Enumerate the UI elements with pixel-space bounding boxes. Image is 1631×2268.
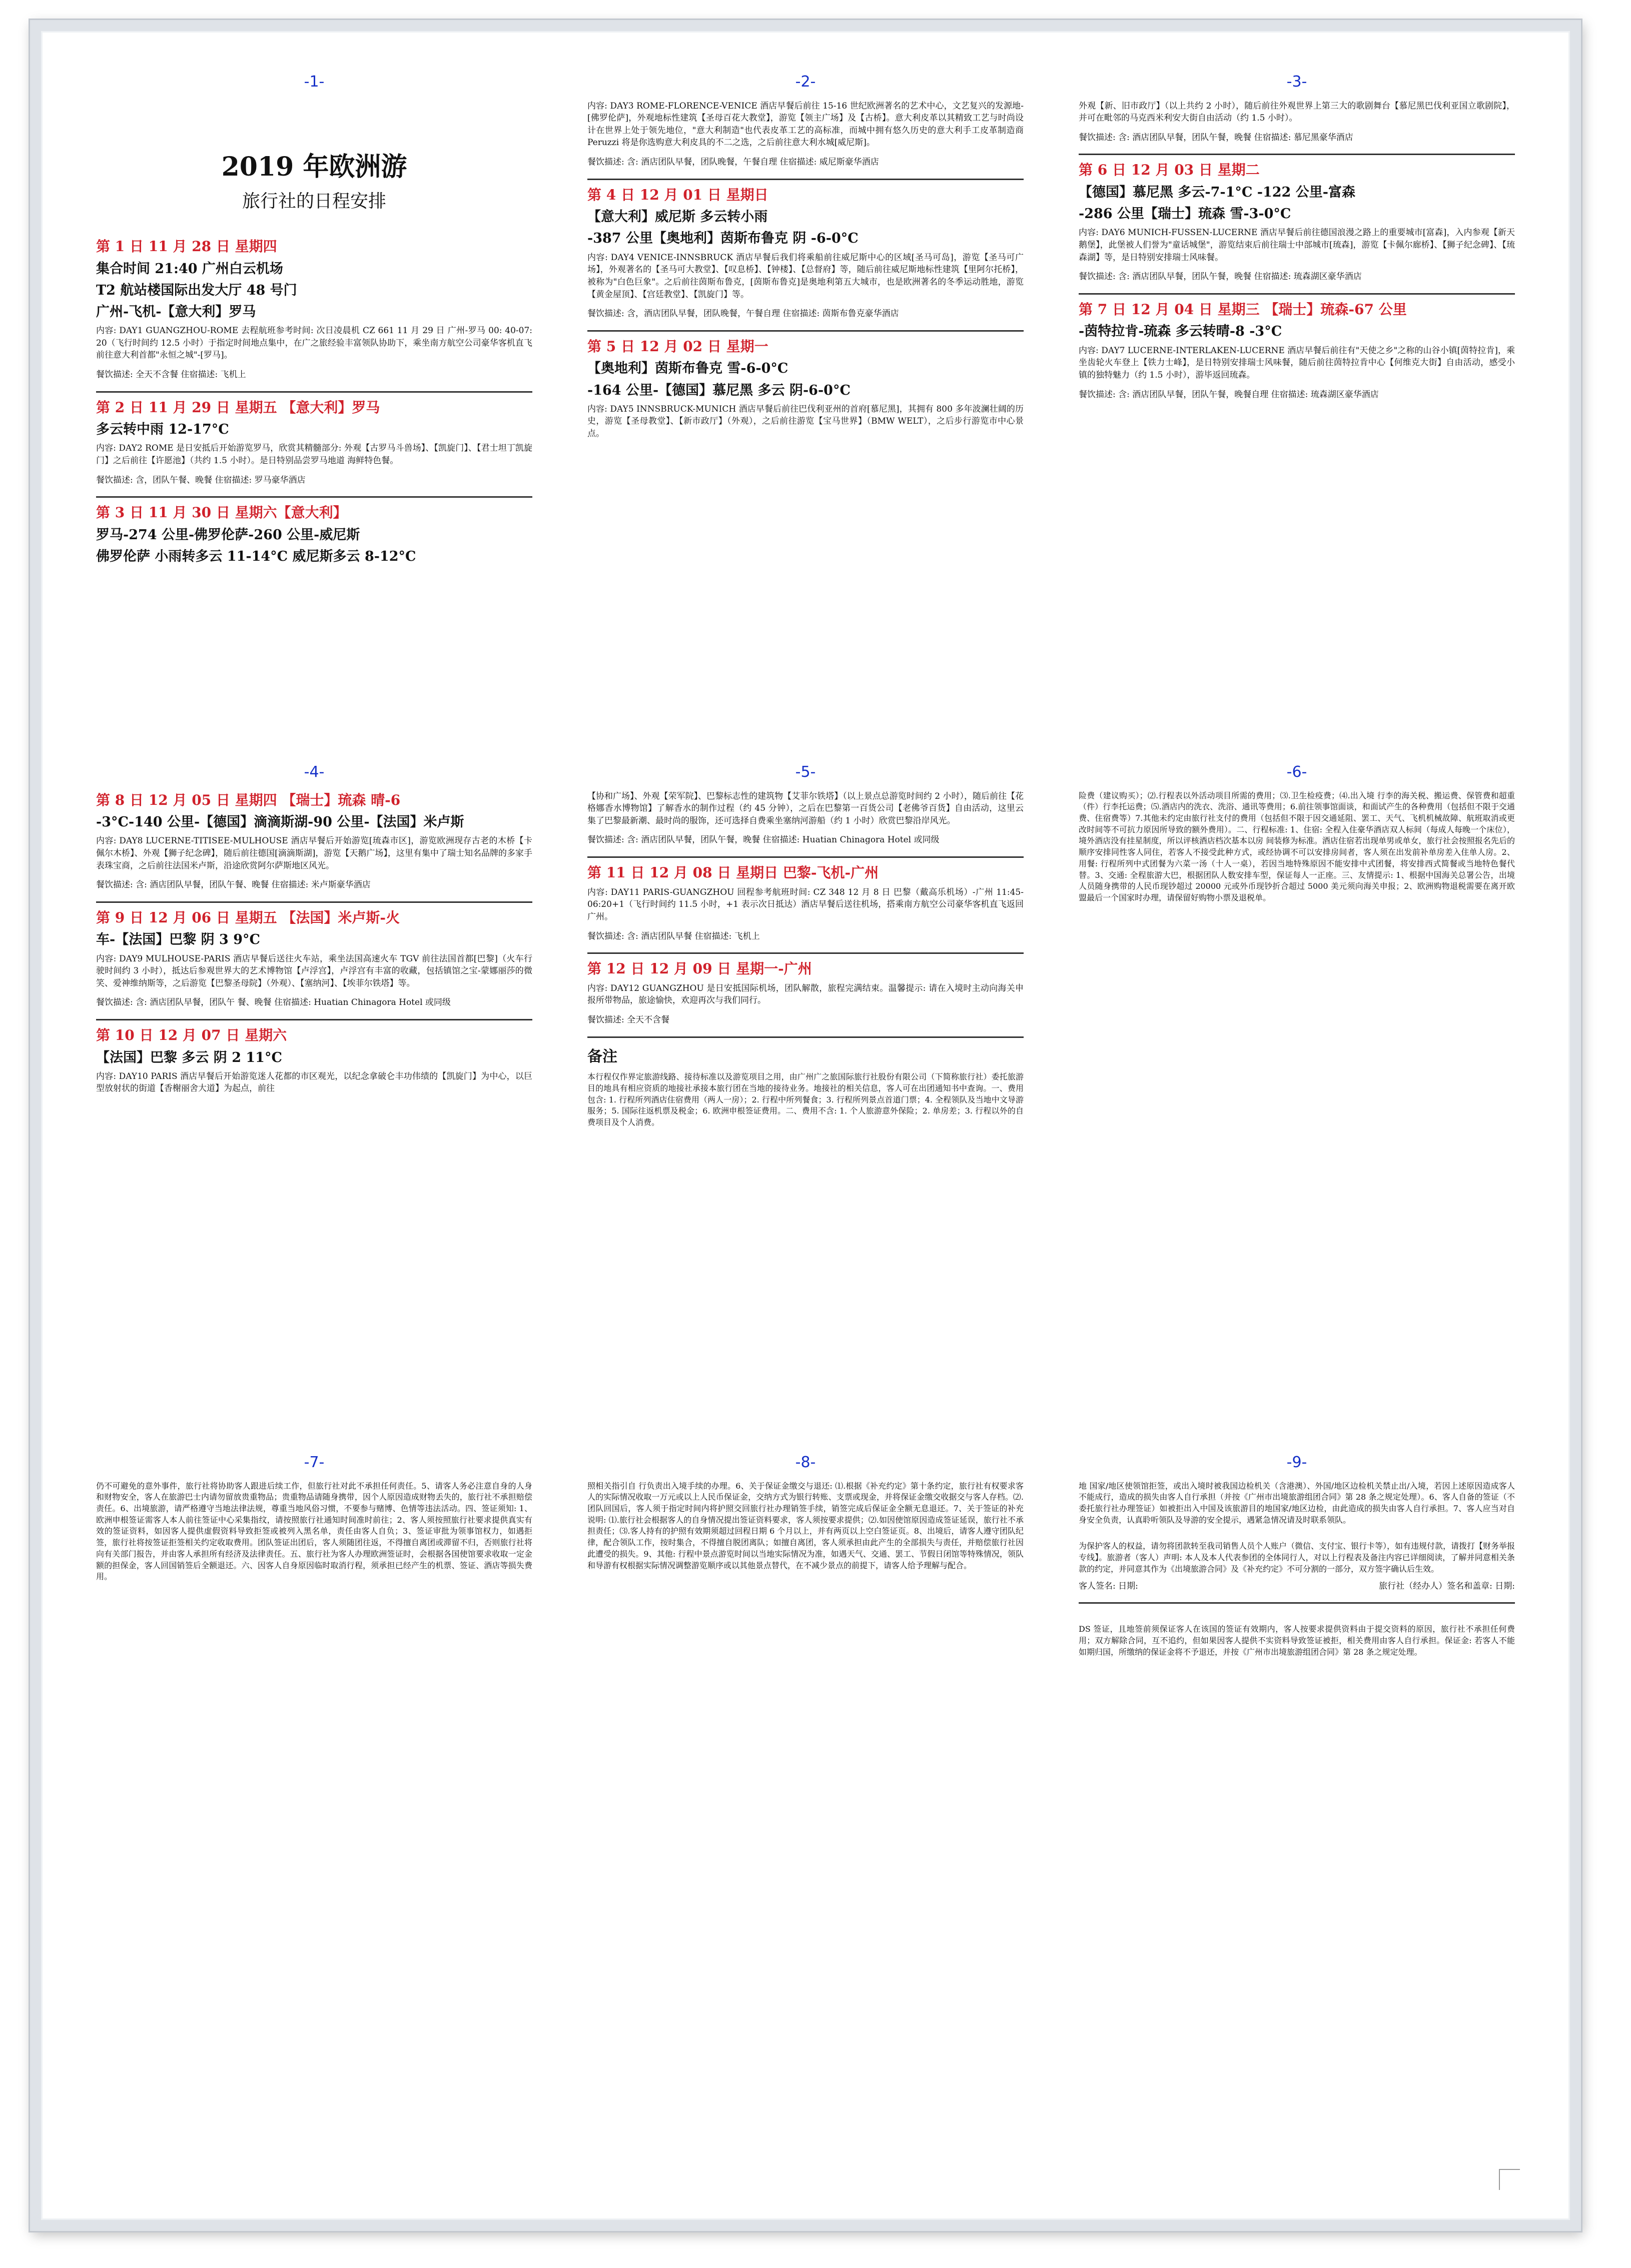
day-heading: 第 3 日 11 月 30 日 星期六【意大利】 <box>96 504 347 521</box>
meal-info: 餐饮描述: 含: 酒店团队早餐，团队午餐，晚餐 住宿描述: 慕尼黑豪华酒店 <box>1079 132 1353 143</box>
day-heading: 第 11 日 12 月 08 日 星期日 巴黎-飞机-广州 <box>587 864 879 881</box>
meal-info: 餐饮描述: 含，酒店团队早餐，团队晚餐，午餐自理 住宿描述: 茵斯布鲁克豪华酒店 <box>587 309 899 319</box>
day-content: 内容: DAY3 ROME-FLORENCE-VENICE 酒店早餐后前往 15-16 世纪欧洲著名的艺术中心，文艺复兴的发源地-[佛罗伦萨]，外观地标性建筑【圣母百花大教堂】，游览【领主广场】及【古桥】。意大利皮革以其精致工艺与时尚设计在世界上处于领先地位，"意大利制造"也代表皮革工艺的高标准，而城中拥有悠久历史的意大利手工皮革制造商 Peruzzi 将是你选购意大利皮具的不二之选，之后前往意大利水城[威尼斯]。 <box>587 101 1024 148</box>
day-heading: 第 5 日 12 月 02 日 星期一 <box>587 338 768 355</box>
page-number: -7- <box>304 1454 325 1471</box>
divider <box>96 901 532 903</box>
signature-row <box>1079 1580 1515 1593</box>
visa-note-body: DS 签证，且地签前须保证客人在该国的签证有效期内，客人按要求提供资料由于提交资料的原因，旅行社不承担任何费用；双方解除合同，互不追约，但如果因客人提供不实资料导致签证被拒，相关费用由客人自行承担。保证金: 若客人不能如期归国，所缴纳的保证金将不予退还，并按《广州市出境旅游组团合同》第 28 条之规定处理。 <box>1079 1624 1515 1657</box>
terms-body: 险费（建议购买）；⑵.行程表以外活动项目所需的费用；⑶.卫生检疫费；⑷.出入境 行李的海关税、搬运费、保管费和超重（件）行李托运费；⑸.酒店内的洗衣、洗浴、通讯等费用；6.前往领事馆面谈，和面试产生的各种费用（包括但不限于交通费、住宿费等）7.其他未约定由旅行社支付的费用（包括但不限于因交通延阻、罢工、天气、飞机机械故障、航班取消或更改时间等不可抗力原因所导致的额外费用）。二、行程标准: 1、住宿: 全程入住豪华酒店双人标间（每成人每晚一个床位），境外酒店没有挂星制度，所以评核酒店档次基本以房 间装修为标准。酒店住宿若出现单男或单女，旅行社会按照报名先后的顺序安排同性客人同住，若客人不接受此种方式，或经协调不可以安排房间者，客人须在出发前补单房差入住单人房。2、用餐: 行程所列中式团餐为六菜一汤（十人一桌），若因当地特殊原因不能安排中式团餐，将安排西式简餐或当地特色餐代替。3、交通: 全程旅游大巴，根据团队人数安排车型，保证每人一正座。三、友情提示: 1、根据中国海关总署公告，出境人员随身携带的人民币现钞超过 20000 元或外币现钞折合超过 5000 美元须向海关申报；2、欧洲购物退税需要在离开欧盟最后一个国家时办理，请保留好购物小票及退税单。 <box>1079 790 1515 902</box>
poster-frame <box>30 20 1581 2231</box>
day-content: 内容: DAY2 ROME 是日安抵后开始游览罗马，欣赏其精髓部分: 外观【古罗马斗兽场】、【凯旋门】、【君士坦丁凯旋门】之后前往【许愿池】（共约 1.5 小时）。是日特别品尝罗马地道 海鲜特色餐。 <box>96 443 532 466</box>
document-sheet <box>96 71 1515 2145</box>
divider <box>587 330 1024 332</box>
day-highlight: -387 公里【奥地利】茵斯布鲁克 阴 -6-0°C <box>587 231 859 247</box>
page-8 <box>587 1452 1024 2142</box>
day-highlight: 佛罗伦萨 小雨转多云 11-14°C 威尼斯多云 8-12°C <box>96 549 416 565</box>
day-heading: 第 8 日 12 月 05 日 星期四 【瑞士】琉森 晴-6 <box>96 791 401 808</box>
day-content: 内容: DAY7 LUCERNE-INTERLAKEN-LUCERNE 酒店早餐后前往有"天使之乡"之称的山谷小镇[茵特拉肯]，乘坐齿轮火车登上【铁力士峰】，是日特别安排瑞士风味餐，随后前往茵特拉肯中心【何维克大街】自由活动，感受小镇的独特魅力（约 1.5 小时），游毕返回琉森。 <box>1079 345 1515 380</box>
day-content: 内容: DAY8 LUCERNE-TITISEE-MULHOUSE 酒店早餐后开始游览[琉森市区]，游览欧洲现存古老的木桥【卡佩尔木桥】、外观【狮子纪念碑】，随后前往德国[滴滴斯湖]，游览【天鹅广场】，这里有集中了瑞士知名品牌的多家手表珠宝商，之后前往法国米卢斯，沿途欣赏阿尔萨斯地区风光。 <box>96 836 532 871</box>
page-number: -5- <box>795 763 816 781</box>
meal-info: 餐饮描述: 含: 酒店团队早餐，团队午餐，晚餐 住宿描述: 琉森湖区豪华酒店 <box>1079 272 1362 282</box>
day-highlight: 【意大利】威尼斯 多云转小雨 <box>587 209 768 225</box>
day-heading: 第 1 日 11 月 28 日 星期四 <box>96 238 277 255</box>
day-heading: 第 2 日 11 月 29 日 星期五 【意大利】罗马 <box>96 399 380 416</box>
day-highlight: 多云转中雨 12-17°C <box>96 422 229 438</box>
day-heading: 第 6 日 12 月 03 日 星期二 <box>1079 162 1260 179</box>
customer-signature-label: 客人签名: 日期: <box>1079 1581 1138 1591</box>
day-highlight: T2 航站楼国际出发大厅 48 号门 <box>96 282 297 298</box>
meal-info: 餐饮描述: 含: 酒店团队早餐，团队午餐，晚餐 住宿描述: Huatian Chinagora Hotel 或同级 <box>587 835 940 845</box>
day-highlight: 广州-飞机-【意大利】罗马 <box>96 304 256 320</box>
divider <box>96 391 532 393</box>
day-content: 内容: DAY4 VENICE-INNSBRUCK 酒店早餐后我们将乘船前往威尼斯中心的区域[圣马可岛]，游览【圣马可广场】，外观著名的【圣马可大教堂】、【叹息桥】、【钟楼】、【总督府】等，随后前往威尼斯地标性建筑【里阿尔托桥】，被称为"白色巨象"。之后前往茵斯布鲁克，[茵斯布鲁克]是奥地利第五大城市，也是欧洲著名的冬季运动胜地，游览【黄金屋顶】、【宫廷教堂】、【凯旋门】等。 <box>587 252 1024 300</box>
day-content: 内容: DAY1 GUANGZHOU-ROME 去程航班参考时间: 次日凌晨机 CZ 661 11 月 29 日 广州-罗马 00: 40-07: 20（飞行时间约 12.5 小时）于指定时间地点集中，在广之旅经验丰富领队协助下，乘坐南方航空公司豪华客机直飞前往意大利首都"永恒之城"-[罗马]。 <box>96 326 532 361</box>
meal-info: 餐饮描述: 含，团队午餐、晚餐 住宿描述: 罗马豪华酒店 <box>96 475 306 485</box>
terms-body: 仍不可避免的意外事件，旅行社将协助客人跟进后续工作，但旅行社对此不承担任何责任。5、请客人务必注意自身的人身和财物安全，客人在旅游巴士内请勿留放贵重物品；贵重物品请随身携带，因个人原因造成财物丢失的，旅行社不承担赔偿责任。6、出境旅游，请严格遵守当地法律法规，尊重当地风俗习惯，不要参与赌博、色情等违法活动。四、签证须知: 1、欧洲申根签证需客人本人前往签证中心采集指纹，请按照旅行社通知时间准时前往；2、客人须按照旅行社要求提供真实有效的签证资料，如因客人提供虚假资料导致拒签或被列入黑名单，责任由客人自负；3、签证审批为领事馆权力，如遇拒签，旅行社将按签证拒签相关约定收取费用。团队签证出团后，客人须随团往返，不得擅自离团或滞留不归，否则旅行社将向有关部门报告，并由客人承担所有经济及法律责任。五、旅行社为客人办理欧洲签证时，会根据各国使馆要求收取一定金额的担保金，客人回国销签后全额退还。六、因客人自身原因临时取消行程，须承担已经产生的机票、签证、酒店等损失费用。 <box>96 1481 532 1582</box>
divider <box>1079 1602 1515 1604</box>
day-highlight: 集合时间 21:40 广州白云机场 <box>96 261 283 277</box>
meal-info: 餐饮描述: 含: 酒店团队早餐，团队午餐，晚餐自理 住宿描述: 琉森湖区豪华酒店 <box>1079 389 1379 400</box>
divider <box>587 856 1024 858</box>
meal-info: 餐饮描述: 全天不含餐 住宿描述: 飞机上 <box>96 370 246 380</box>
day-content: 【协和广场】、外观【荣军院】、巴黎标志性的建筑物【艾菲尔铁塔】（以上景点总游览时间约 2 小时），随后前往【花格娜香水博物馆】了解香水的制作过程（约 45 分钟），之后在巴黎第一百货公司【老佛爷百货】自由活动，这里云集了巴黎最新潮、最时尚的服饰，还可选择自费乘坐塞纳河游船（约 1 小时）欣赏巴黎沿岸风光。 <box>587 791 1024 826</box>
divider <box>96 1019 532 1020</box>
day-highlight: -164 公里-【德国】慕尼黑 多云 阴-6-0°C <box>587 382 851 398</box>
page-number: -9- <box>1286 1454 1307 1471</box>
terms-body: 地 国家/地区使领馆拒签，或出入境时被我国边检机关（含港澳）、外国/地区边检机关禁止出/入境，若因上述原因造成客人不能成行，造成的损失由客人自行承担（并按《广州市出境旅游组团合同》第 28 条之规定处理）。6、客人自备的签证（不委托旅行社办理签证）如被拒出入中国及该旅游目的地国家/地区边检，由此造成的损失由客人自行承担。7、客人应当对自身安全负责，认真聆听领队及导游的安全提示，遇紧急情况请及时联系领队。 <box>1079 1481 1515 1525</box>
declaration-body: 为保护客人的权益，请勿将团款转至我司销售人员个人账户（微信、支付宝、银行卡等），如有违规付款，请拨打【财务举报专线】。旅游者（客人）声明: 本人及本人代表参团的全体同行人，对以上行程表及备注内容已详细阅读，了解并同意相关条款的约定，并同意其作为《出境旅游合同》及《补充约定》不可分割的一部分，双方签字确认后生效。 <box>1079 1541 1515 1574</box>
meal-info: 餐饮描述: 含: 酒店团队早餐，团队午 餐、晚餐 住宿描述: Huatian Chinagora Hotel 或同级 <box>96 997 451 1008</box>
notes-heading: 备注 <box>587 1047 617 1065</box>
day-content: 外观【新、旧市政厅】（以上共约 2 小时），随后前往外观世界上第三大的歌剧舞台【慕尼黑巴伐利亚国立歌剧院】，并可在毗邻的马克西米利安大街自由活动（约 1.5 小时）。 <box>1079 101 1515 124</box>
day-heading: 第 12 日 12 月 09 日 星期一-广州 <box>587 960 812 977</box>
day-heading: 第 4 日 12 月 01 日 星期日 <box>587 186 768 203</box>
agency-signature-label: 旅行社（经办人）签名和盖章: 日期: <box>1379 1581 1515 1591</box>
page-number: -3- <box>1286 73 1307 91</box>
day-content: 内容: DAY6 MUNICH-FUSSEN-LUCERNE 酒店早餐后前往德国浪漫之路上的重要城市[富森]，入内参观【新天鹅堡】，此堡被人们誉为"童话城堡"，游览结束后前往瑞士中部城市[琉森]，游览【卡佩尔廊桥】、【狮子纪念碑】、【琉森湖】等，是日特别安排瑞士风味餐。 <box>1079 228 1515 263</box>
day-content: 内容: DAY10 PARIS 酒店早餐后开始游览迷人花都的市区观光，以纪念拿破仑丰功伟绩的【凯旋门】为中心，以巨型放射状的街道【香榭丽舍大道】为起点，前往 <box>96 1071 532 1094</box>
day-highlight: -3°C-140 公里-【德国】滴滴斯湖-90 公里-【法国】米卢斯 <box>96 814 464 830</box>
divider <box>587 179 1024 180</box>
day-highlight: 罗马-274 公里-佛罗伦萨-260 公里-威尼斯 <box>96 527 360 543</box>
document-subtitle: 旅行社的日程安排 <box>242 191 386 212</box>
day-content: 内容: DAY12 GUANGZHOU 是日安抵国际机场，团队解散，旅程完满结束。温馨提示: 请在入境时主动向海关申报所带物品，旅途愉快，欢迎再次与我们同行。 <box>587 983 1024 1006</box>
divider <box>587 952 1024 954</box>
notes-body: 本行程仅作界定旅游线路、接待标准以及游览项目之用，由广州广之旅国际旅行社股份有限公司（下简称旅行社）委托旅游目的地具有相应资质的地接社承接本旅行团在当地的接待业务。地接社的相关信息，客人可在出团通知书中查询。一、费用包含: 1. 行程所列酒店住宿费用（两人一房）；2. 行程中所列餐食；3. 行程所列景点首道门票；4. 全程领队及当地中文导游服务；5. 国际往返机票及税金；6. 欧洲申根签证费用。二、费用不含: 1. 个人旅游意外保险；2. 单房差；3. 行程以外的自费项目及个人消费。 <box>587 1072 1024 1127</box>
divider <box>1079 154 1515 155</box>
page-6 <box>1079 761 1515 1452</box>
day-highlight: -茵特拉肯-琉森 多云转晴-8 -3°C <box>1079 324 1282 340</box>
page-3 <box>1079 71 1515 761</box>
day-heading: 第 10 日 12 月 07 日 星期六 <box>96 1027 287 1044</box>
page-number: -4- <box>304 763 325 781</box>
terms-body: 照相关指引自 行负责出入境手续的办理。6、关于保证金缴交与退还: ⑴.根据《补充约定》第十条约定，旅行社有权要求客人的实际情况收取一万元或以上人民币保证金，交纳方式为银行转账、支票或现金，并将保证金缴交收据交与客人存档。⑵.团队回国后，客人须于指定时间内将护照交回旅行社办理销签手续，销签完成后保证金全额无息退还。7、关于签证的补充说明: ⑴.旅行社会根据客人的自身情况提出签证资料要求，客人须按要求提供；⑵.如因使馆原因造成签证延误，旅行社不承担责任；⑶.客人持有的护照有效期须超过回程日期 6 个月以上，并有两页以上空白签证页。8、出境后，请客人遵守团队纪律，配合领队工作，按时集合，不得擅自脱团离队；如擅自离团，客人须承担由此产生的全部损失与责任，并赔偿旅行社因此遭受的损失。9、其他: 行程中景点游览时间以当地实际情况为准，如遇天气、交通、罢工、节假日闭馆等特殊情况，领队和导游有权根据实际情况调整游览顺序或以其他景点替代，在不减少景点的前提下，请客人给予理解与配合。 <box>587 1481 1024 1570</box>
day-highlight: -286 公里【瑞士】琉森 雪-3-0°C <box>1079 206 1291 222</box>
day-highlight: 【奥地利】茵斯布鲁克 雪-6-0°C <box>587 361 788 377</box>
meal-info: 餐饮描述: 含: 酒店团队早餐，团队午餐、晚餐 住宿描述: 米卢斯豪华酒店 <box>96 880 371 890</box>
day-heading: 第 9 日 12 月 06 日 星期五 【法国】米卢斯-火 <box>96 909 400 926</box>
page-number: -2- <box>795 73 816 91</box>
day-content: 内容: DAY11 PARIS-GUANGZHOU 回程参考航班时间: CZ 348 12 月 8 日 巴黎（戴高乐机场）-广州 11:45-06:20+1（飞行时间约 11.5 小时，+1 表示次日抵达）酒店早餐后送往机场，搭乘南方航空公司豪华客机直飞返回广州。 <box>587 887 1024 922</box>
page-number: -8- <box>795 1454 816 1471</box>
meal-info: 餐饮描述: 含: 酒店团队早餐 住宿描述: 飞机上 <box>587 931 760 941</box>
meal-info: 餐饮描述: 全天不含餐 <box>587 1015 670 1025</box>
page-9 <box>1079 1452 1515 2142</box>
document-title: 2019 年欧洲游 <box>221 151 407 182</box>
day-content: 内容: DAY5 INNSBRUCK-MUNICH 酒店早餐后前往巴伐利亚州的首府[慕尼黑]，其拥有 800 多年波澜壮阔的历史，游览【圣母教堂】、【新市政厅】（外观），之后前往游览【宝马世界】（BMW WELT），之后步行游览市中心景点。 <box>587 404 1024 439</box>
divider <box>96 496 532 498</box>
day-highlight: 【法国】巴黎 多云 阴 2 11°C <box>96 1049 282 1065</box>
page-number: -1- <box>304 73 325 91</box>
page-number: -6- <box>1286 763 1307 781</box>
day-highlight: 车-【法国】巴黎 阴 3 9°C <box>96 932 260 948</box>
page-5 <box>587 761 1024 1452</box>
day-content: 内容: DAY9 MULHOUSE-PARIS 酒店早餐后送往火车站，乘坐法国高速火车 TGV 前往法国首都[巴黎]（火车行驶时间约 3 小时），抵达后参观世界大的艺术博物馆【卢浮宫】，卢浮宫有丰富的收藏，包括镇馆之宝-蒙娜丽莎的微笑、爱神维纳斯等，之后游览【巴黎圣母院】（外观）、【塞纳河】、【埃菲尔铁塔】等。 <box>96 953 532 988</box>
day-highlight: 【德国】慕尼黑 多云-7-1°C -122 公里-富森 <box>1079 185 1355 201</box>
page-2 <box>587 71 1024 761</box>
page-4 <box>96 761 532 1452</box>
day-heading: 第 7 日 12 月 04 日 星期三 【瑞士】琉森-67 公里 <box>1079 301 1407 318</box>
meal-info: 餐饮描述: 含: 酒店团队早餐，团队晚餐，午餐自理 住宿描述: 威尼斯豪华酒店 <box>587 157 879 168</box>
page-1 <box>96 71 532 761</box>
page-7 <box>96 1452 532 2142</box>
corner-mark <box>1499 2169 1520 2190</box>
divider <box>587 1036 1024 1038</box>
divider <box>1079 293 1515 295</box>
